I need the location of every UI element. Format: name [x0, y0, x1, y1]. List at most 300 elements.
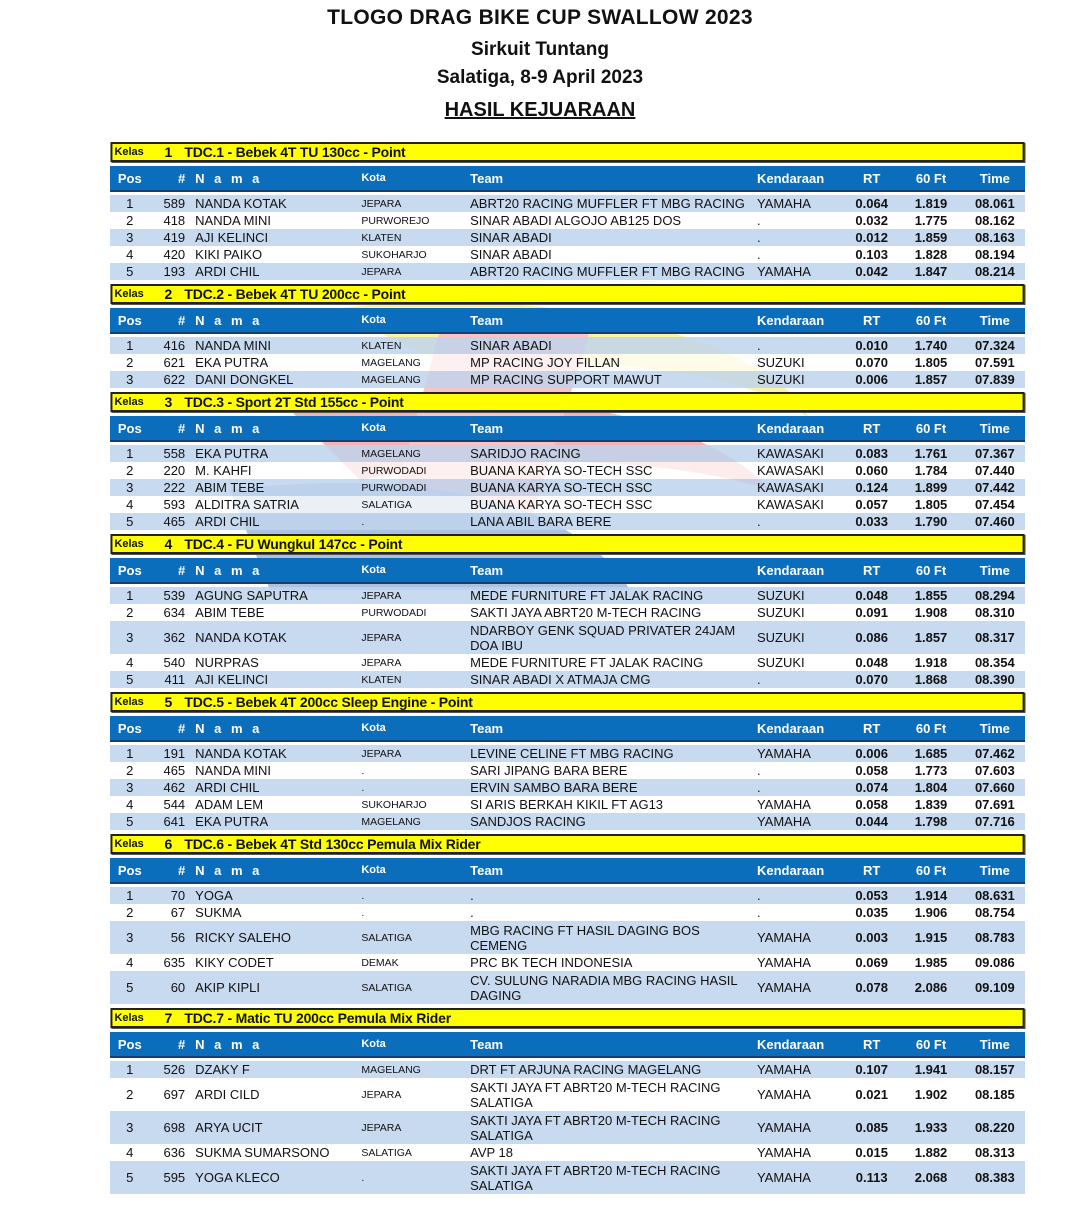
cell-team: NDARBOY GENK SQUAD PRIVATER 24JAM DOA IBU	[470, 622, 736, 653]
cell-number: 419	[163, 230, 186, 245]
column-header-reaction-time: RT	[863, 862, 881, 878]
cell-sixty-ft: 1.773	[914, 763, 948, 778]
cell-name: ABIM TEBE	[195, 605, 265, 620]
cell-reaction-time: 0.003	[855, 930, 888, 945]
cell-team: SINAR ABADI	[470, 230, 552, 245]
column-header-pos: Pos	[117, 170, 142, 186]
cell-sixty-ft: 1.857	[914, 372, 948, 387]
cell-city: JEPARA	[361, 589, 402, 602]
column-header-name: N a m a	[195, 420, 263, 436]
cell-pos: 4	[126, 655, 134, 670]
cell-vehicle: YAMAHA	[756, 814, 811, 829]
cell-city: SALATIGA	[361, 931, 412, 944]
cell-vehicle: YAMAHA	[756, 955, 811, 970]
cell-pos: 1	[126, 1062, 134, 1077]
class-title-bar	[110, 834, 1024, 854]
cell-name: EKA PUTRA	[195, 446, 269, 461]
cell-sixty-ft: 2.068	[914, 1170, 948, 1185]
cell-team: SANDJOS RACING	[470, 814, 586, 829]
cell-number: 70	[170, 888, 186, 903]
cell-name: NANDA KOTAK	[195, 746, 287, 761]
cell-vehicle: KAWASAKI	[756, 480, 824, 495]
cell-number: 67	[170, 905, 186, 920]
cell-sixty-ft: 1.906	[914, 905, 948, 920]
cell-name: EKA PUTRA	[195, 355, 269, 370]
class-name: TDC.4 - FU Wungkul 147cc - Point	[184, 536, 403, 552]
table-row	[110, 1144, 1025, 1161]
event-location-date: Salatiga, 8-9 April 2023	[436, 67, 644, 88]
cell-sixty-ft: 1.985	[914, 955, 948, 970]
table-row	[110, 1078, 1025, 1111]
table-row	[110, 887, 1025, 904]
cell-pos: 2	[126, 213, 134, 228]
cell-name: DANI DONGKEL	[195, 372, 294, 387]
cell-reaction-time: 0.070	[855, 672, 888, 687]
table-row	[110, 354, 1025, 371]
cell-number: 621	[163, 355, 186, 370]
table-row	[110, 971, 1025, 1004]
cell-number: 222	[163, 480, 186, 495]
column-header-sixty-ft: 60 Ft	[915, 420, 947, 436]
cell-time: 07.460	[974, 514, 1015, 529]
cell-name: NANDA KOTAK	[195, 630, 287, 645]
cell-number: 539	[163, 588, 186, 603]
table-row	[110, 462, 1025, 479]
cell-team: MEDE FURNITURE FT JALAK RACING	[470, 588, 704, 603]
cell-reaction-time: 0.010	[855, 338, 888, 353]
cell-team: BUANA KARYA SO-TECH SSC	[470, 497, 653, 512]
cell-number: 416	[163, 338, 186, 353]
cell-team: BUANA KARYA SO-TECH SSC	[470, 480, 653, 495]
cell-vehicle: YAMAHA	[756, 264, 811, 279]
cell-vehicle: .	[756, 514, 761, 529]
cell-reaction-time: 0.044	[855, 814, 888, 829]
cell-name: ADAM LEM	[195, 797, 264, 812]
cell-sixty-ft: 1.685	[914, 746, 948, 761]
cell-name: YOGA KLECO	[195, 1170, 280, 1185]
cell-team: SINAR ABADI	[470, 247, 552, 262]
cell-time: 08.194	[974, 247, 1015, 262]
cell-pos: 3	[126, 480, 134, 495]
cell-number: 595	[163, 1170, 186, 1185]
table-row	[110, 1161, 1025, 1194]
column-header-vehicle: Kendaraan	[756, 170, 825, 186]
cell-sixty-ft: 1.899	[914, 480, 948, 495]
cell-sixty-ft: 1.908	[914, 605, 948, 620]
column-header-city: Kota	[361, 1038, 386, 1050]
table-row	[110, 195, 1025, 212]
column-header-reaction-time: RT	[863, 1036, 881, 1052]
cell-sixty-ft: 1.805	[914, 497, 948, 512]
column-header-vehicle: Kendaraan	[756, 562, 825, 578]
cell-city: MAGELANG	[361, 447, 421, 460]
cell-time: 07.440	[974, 463, 1015, 478]
cell-reaction-time: 0.091	[855, 605, 888, 620]
cell-number: 622	[163, 372, 186, 387]
column-header-sixty-ft: 60 Ft	[915, 312, 947, 328]
cell-team: SINAR ABADI	[470, 338, 552, 353]
cell-name: NANDA KOTAK	[195, 196, 287, 211]
table-row	[110, 337, 1025, 354]
cell-team: SARI JIPANG BARA BERE	[470, 763, 628, 778]
cell-reaction-time: 0.048	[855, 588, 888, 603]
cell-name: EKA PUTRA	[195, 814, 269, 829]
cell-team: MBG RACING FT HASIL DAGING BOS CEMENG	[470, 922, 700, 953]
class-number: 7	[164, 1010, 173, 1026]
column-header-number: #	[177, 720, 186, 736]
cell-team: CV. SULUNG NARADIA MBG RACING HASIL DAGING	[470, 972, 738, 1003]
cell-city: JEPARA	[361, 197, 402, 210]
cell-name: ARYA UCIT	[195, 1120, 263, 1135]
cell-time: 08.157	[974, 1062, 1015, 1077]
cell-vehicle: YAMAHA	[756, 1087, 811, 1102]
cell-pos: 1	[126, 338, 134, 353]
table-header-row	[110, 716, 1025, 742]
cell-city: KLATEN	[361, 673, 402, 686]
class-title-bar	[110, 142, 1024, 162]
cell-vehicle: YAMAHA	[756, 797, 811, 812]
class-number: 6	[164, 836, 173, 852]
cell-reaction-time: 0.021	[855, 1087, 888, 1102]
cell-time: 08.754	[974, 905, 1015, 920]
cell-vehicle: YAMAHA	[756, 1145, 811, 1160]
cell-reaction-time: 0.057	[855, 497, 888, 512]
table-header-row	[110, 416, 1025, 442]
cell-pos: 2	[126, 605, 134, 620]
cell-reaction-time: 0.058	[855, 763, 888, 778]
column-header-time: Time	[979, 1036, 1010, 1052]
cell-name: KIKI PAIKO	[195, 247, 263, 262]
table-row	[110, 263, 1025, 280]
cell-team: BUANA KARYA SO-TECH SSC	[470, 463, 653, 478]
cell-vehicle: KAWASAKI	[756, 497, 824, 512]
cell-sixty-ft: 1.761	[914, 446, 948, 461]
cell-city: SUKOHARJO	[361, 248, 427, 261]
table-row	[110, 796, 1025, 813]
cell-pos: 1	[126, 196, 134, 211]
results-table-body	[110, 745, 1025, 830]
cell-sixty-ft: 1.798	[914, 814, 948, 829]
class-title-bar	[110, 1008, 1024, 1028]
cell-pos: 1	[126, 588, 134, 603]
cell-team: .	[470, 905, 474, 920]
cell-city: SUKOHARJO	[361, 798, 427, 811]
column-header-number: #	[177, 170, 186, 186]
column-header-name: N a m a	[195, 720, 263, 736]
cell-city: PURWODADI	[361, 481, 427, 494]
results-table-body	[110, 1061, 1025, 1194]
cell-vehicle: .	[756, 247, 761, 262]
cell-reaction-time: 0.069	[855, 955, 888, 970]
column-header-city: Kota	[361, 172, 386, 184]
cell-team: SAKTI JAYA ABRT20 M-TECH RACING	[470, 605, 702, 620]
cell-time: 07.324	[974, 338, 1015, 353]
column-header-sixty-ft: 60 Ft	[915, 720, 947, 736]
cell-sixty-ft: 1.828	[914, 247, 948, 262]
cell-vehicle: .	[756, 780, 761, 795]
column-header-vehicle: Kendaraan	[756, 420, 825, 436]
column-header-reaction-time: RT	[863, 312, 881, 328]
cell-time: 07.691	[974, 797, 1015, 812]
table-row	[110, 954, 1025, 971]
class-name: TDC.3 - Sport 2T Std 155cc - Point	[184, 394, 404, 410]
table-header-row	[110, 1032, 1025, 1058]
cell-city: PURWODADI	[361, 464, 427, 477]
cell-team: SAKTI JAYA FT ABRT20 M-TECH RACING SALATIGA	[470, 1112, 721, 1143]
cell-time: 07.462	[974, 746, 1015, 761]
table-row	[110, 496, 1025, 513]
cell-vehicle: YAMAHA	[756, 1170, 811, 1185]
cell-pos: 4	[126, 1145, 134, 1160]
cell-vehicle: SUZUKI	[756, 605, 805, 620]
table-row	[110, 904, 1025, 921]
kelas-label: Kelas	[114, 1012, 144, 1024]
column-header-sixty-ft: 60 Ft	[915, 170, 947, 186]
cell-time: 08.214	[974, 264, 1015, 279]
cell-vehicle: YAMAHA	[756, 1120, 811, 1135]
cell-city: SALATIGA	[361, 1146, 412, 1159]
table-row	[110, 779, 1025, 796]
table-row	[110, 813, 1025, 830]
cell-pos: 2	[126, 1087, 134, 1102]
cell-sixty-ft: 1.902	[914, 1087, 948, 1102]
cell-name: DZAKY F	[195, 1062, 250, 1077]
cell-team: MP RACING JOY FILLAN	[470, 355, 620, 370]
column-header-sixty-ft: 60 Ft	[915, 562, 947, 578]
cell-time: 08.162	[974, 213, 1015, 228]
column-header-number: #	[177, 420, 186, 436]
cell-city: JEPARA	[361, 1088, 402, 1101]
cell-reaction-time: 0.064	[855, 196, 888, 211]
cell-name: ARDI CHIL	[195, 780, 260, 795]
cell-team: ABRT20 RACING MUFFLER FT MBG RACING	[470, 264, 745, 279]
table-row	[110, 671, 1025, 688]
cell-pos: 5	[126, 264, 134, 279]
column-header-city: Kota	[361, 864, 386, 876]
class-section	[110, 534, 1025, 688]
cell-pos: 3	[126, 1120, 134, 1135]
class-title-bar	[110, 534, 1024, 554]
column-header-vehicle: Kendaraan	[756, 862, 825, 878]
cell-sixty-ft: 1.941	[914, 1062, 948, 1077]
column-header-time: Time	[979, 420, 1010, 436]
class-section	[110, 692, 1025, 830]
cell-time: 07.442	[974, 480, 1015, 495]
column-header-time: Time	[979, 312, 1010, 328]
column-header-pos: Pos	[117, 420, 142, 436]
cell-vehicle: SUZUKI	[756, 355, 805, 370]
cell-vehicle: YAMAHA	[756, 196, 811, 211]
cell-time: 08.163	[974, 230, 1015, 245]
cell-name: YOGA	[195, 888, 233, 903]
kelas-label: Kelas	[114, 696, 144, 708]
table-row	[110, 513, 1025, 530]
cell-vehicle: .	[756, 230, 761, 245]
column-header-reaction-time: RT	[863, 170, 881, 186]
cell-team: DRT FT ARJUNA RACING MAGELANG	[470, 1062, 702, 1077]
cell-sixty-ft: 1.915	[914, 930, 948, 945]
cell-number: 462	[163, 780, 186, 795]
column-header-sixty-ft: 60 Ft	[915, 862, 947, 878]
cell-team: ABRT20 RACING MUFFLER FT MBG RACING	[470, 196, 745, 211]
class-section	[110, 142, 1025, 280]
cell-city: MAGELANG	[361, 1063, 421, 1076]
cell-reaction-time: 0.053	[855, 888, 888, 903]
column-header-city: Kota	[361, 314, 386, 326]
cell-reaction-time: 0.070	[855, 355, 888, 370]
cell-number: 589	[163, 196, 186, 211]
cell-number: 193	[163, 264, 186, 279]
cell-number: 635	[163, 955, 186, 970]
cell-team: MEDE FURNITURE FT JALAK RACING	[470, 655, 704, 670]
cell-number: 634	[163, 605, 186, 620]
class-section	[110, 392, 1025, 530]
cell-number: 420	[163, 247, 186, 262]
table-row	[110, 621, 1025, 654]
cell-city: MAGELANG	[361, 356, 421, 369]
cell-name: AJI KELINCI	[195, 672, 269, 687]
cell-vehicle: .	[756, 338, 761, 353]
cell-reaction-time: 0.113	[855, 1170, 888, 1185]
cell-pos: 2	[126, 905, 134, 920]
cell-city: .	[361, 1171, 365, 1184]
cell-number: 465	[163, 514, 186, 529]
cell-vehicle: SUZUKI	[756, 588, 805, 603]
class-number: 3	[164, 394, 173, 410]
cell-number: 56	[170, 930, 186, 945]
column-header-time: Time	[979, 720, 1010, 736]
cell-pos: 1	[126, 888, 134, 903]
column-header-pos: Pos	[117, 862, 142, 878]
column-header-time: Time	[979, 562, 1010, 578]
table-row	[110, 745, 1025, 762]
cell-city: JEPARA	[361, 265, 402, 278]
cell-time: 07.716	[974, 814, 1015, 829]
column-header-city: Kota	[361, 422, 386, 434]
kelas-label: Kelas	[114, 146, 144, 158]
cell-city: KLATEN	[361, 339, 402, 352]
cell-time: 08.220	[974, 1120, 1015, 1135]
table-row	[110, 229, 1025, 246]
event-title: TLOGO DRAG BIKE CUP SWALLOW 2023	[327, 6, 753, 29]
cell-city: JEPARA	[361, 631, 402, 644]
table-row	[110, 762, 1025, 779]
column-header-number: #	[177, 312, 186, 328]
cell-name: AJI KELINCI	[195, 230, 269, 245]
cell-time: 07.591	[974, 355, 1015, 370]
column-header-team: Team	[470, 862, 504, 878]
column-header-pos: Pos	[117, 562, 142, 578]
cell-reaction-time: 0.032	[855, 213, 888, 228]
cell-name: RICKY SALEHO	[195, 930, 292, 945]
cell-pos: 5	[126, 814, 134, 829]
cell-number: 465	[163, 763, 186, 778]
cell-time: 07.603	[974, 763, 1015, 778]
cell-pos: 5	[126, 1170, 134, 1185]
cell-team: SINAR ABADI X ATMAJA CMG	[470, 672, 651, 687]
cell-number: 544	[163, 797, 186, 812]
cell-number: 60	[170, 980, 186, 995]
cell-team: PRC BK TECH INDONESIA	[470, 955, 633, 970]
cell-sixty-ft: 1.775	[914, 213, 948, 228]
table-row	[110, 371, 1025, 388]
cell-number: 191	[163, 746, 186, 761]
cell-pos: 2	[126, 763, 134, 778]
cell-team: .	[470, 888, 474, 903]
results-table-body	[110, 445, 1025, 530]
cell-sixty-ft: 1.839	[914, 797, 948, 812]
column-header-number: #	[177, 562, 186, 578]
class-name: TDC.1 - Bebek 4T TU 130cc - Point	[184, 144, 406, 160]
cell-team: SI ARIS BERKAH KIKIL FT AG13	[470, 797, 664, 812]
cell-number: 220	[163, 463, 186, 478]
column-header-team: Team	[470, 420, 504, 436]
column-header-pos: Pos	[117, 720, 142, 736]
cell-pos: 5	[126, 672, 134, 687]
column-header-name: N a m a	[195, 170, 263, 186]
column-header-vehicle: Kendaraan	[756, 720, 825, 736]
cell-vehicle: SUZUKI	[756, 372, 805, 387]
cell-name: AKIP KIPLI	[195, 980, 260, 995]
cell-city: JEPARA	[361, 1121, 402, 1134]
cell-team: MP RACING SUPPORT MAWUT	[470, 372, 662, 387]
cell-reaction-time: 0.048	[855, 655, 888, 670]
column-header-time: Time	[979, 170, 1010, 186]
column-header-name: N a m a	[195, 1036, 263, 1052]
cell-time: 08.783	[974, 930, 1015, 945]
results-table-body	[110, 587, 1025, 688]
cell-vehicle: YAMAHA	[756, 746, 811, 761]
class-title-bar	[110, 284, 1024, 304]
cell-pos: 4	[126, 497, 134, 512]
class-section	[110, 1008, 1025, 1194]
cell-number: 526	[163, 1062, 186, 1077]
table-row	[110, 212, 1025, 229]
class-title-bar	[110, 692, 1024, 712]
column-header-reaction-time: RT	[863, 720, 881, 736]
cell-number: 697	[163, 1087, 186, 1102]
table-row	[110, 587, 1025, 604]
cell-name: ARDI CHIL	[195, 264, 260, 279]
cell-sixty-ft: 1.855	[914, 588, 948, 603]
column-header-team: Team	[470, 312, 504, 328]
column-header-vehicle: Kendaraan	[756, 1036, 825, 1052]
cell-vehicle: KAWASAKI	[756, 463, 824, 478]
cell-pos: 3	[126, 780, 134, 795]
cell-number: 540	[163, 655, 186, 670]
cell-reaction-time: 0.033	[855, 514, 888, 529]
cell-reaction-time: 0.035	[855, 905, 888, 920]
cell-pos: 3	[126, 372, 134, 387]
cell-time: 07.367	[974, 446, 1015, 461]
column-header-sixty-ft: 60 Ft	[915, 1036, 947, 1052]
cell-name: NANDA MINI	[195, 763, 272, 778]
cell-reaction-time: 0.015	[855, 1145, 888, 1160]
cell-reaction-time: 0.086	[855, 630, 888, 645]
cell-reaction-time: 0.085	[855, 1120, 888, 1135]
cell-team: AVP 18	[470, 1145, 514, 1160]
class-section	[110, 834, 1025, 1004]
cell-team: SAKTI JAYA FT ABRT20 M-TECH RACING SALATIGA	[470, 1079, 721, 1110]
kelas-label: Kelas	[114, 288, 144, 300]
cell-team: SARIDJO RACING	[470, 446, 581, 461]
class-name: TDC.2 - Bebek 4T TU 200cc - Point	[184, 286, 406, 302]
cell-time: 08.631	[974, 888, 1015, 903]
cell-vehicle: SUZUKI	[756, 630, 805, 645]
cell-name: SUKMA	[195, 905, 242, 920]
cell-time: 07.660	[974, 780, 1015, 795]
cell-vehicle: YAMAHA	[756, 980, 811, 995]
